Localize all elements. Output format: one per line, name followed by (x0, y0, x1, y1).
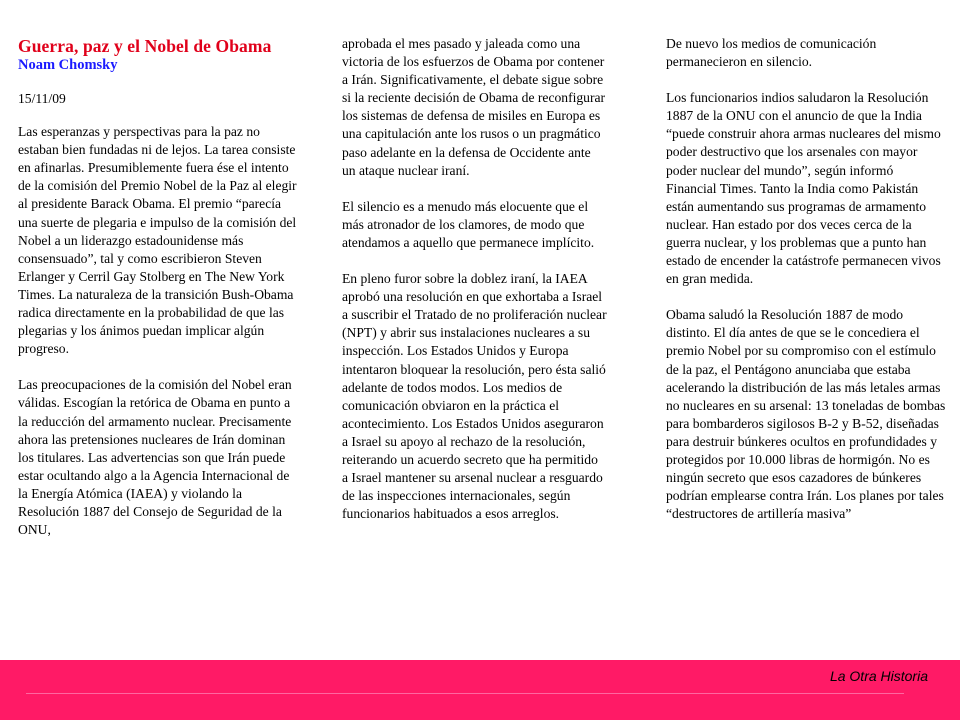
article-date: 15/11/09 (18, 91, 66, 106)
column-3 (666, 35, 946, 523)
paragraph: Las preocupaciones de la comisión del Nobel eran válidas. Escogían la retórica de Obama en punto a la reducción del armamento nuclear. Precisamente ahora las pretensiones nucleares de Irán dominan los titulares. Las advertencias son que Irán puede estar ocultando algo a la Agencia Internacional de la Energía Atómica (IAEA) y violando la Resolución 1887 del Consejo de Seguridad de la ONU, (18, 377, 292, 538)
paragraph: El silencio es a menudo más elocuente que el más atronador de los clamores, de modo que atendamos a aquello que permanece implícito. (342, 198, 595, 250)
column-2 (342, 35, 607, 523)
paragraph: aprobada el mes pasado y jaleada como una victoria de los esfuerzos de Obama por contener a Irán. Significativamente, el debate sigue sobre si la reciente decisión de Obama de reconfigurar los sistemas de defensa de misiles en Europa es una capitulación ante los rusos o un pragmático paso adelante en la defensa de Occidente ante un ataque nuclear iraní. (342, 36, 606, 178)
article-author: Noam Chomsky (18, 57, 118, 73)
paragraph: Los funcionarios indios saludaron la Resolución 1887 de la ONU con el anuncio de que la India “puede construir ahora armas nucleares del mismo poder destructivo que los arsenales con mayor poder nuclear del mundo”, según informó Financial Times. Tanto la India como Pakistán están aumentando sus programas de armamento nuclear. Han estado por dos veces cerca de la guerra nuclear, y los problemas que a punto han estado de encender la catástrofe permanecen vivos en gran medida. (666, 90, 941, 287)
footer-label: La Otra Historia (829, 668, 928, 684)
paragraph: En pleno furor sobre la doblez iraní, la IAEA aprobó una resolución en que exhortaba a Israel a suscribir el Tratado de no proliferación nuclear (NPT) y abrir sus instalaciones nucleares a su inspección. Los Estados Unidos y Europa intentaron bloquear la resolución, pero ésta salió adelante de todos modos. Los medios de comunicación obviaron en la práctica el acontecimiento. Los Estados Unidos aseguraron a Israel su apoyo al rechazo de la resolución, reiterando un acuerdo secreto que ha permitido a Israel mantener su arsenal nuclear a resguardo de las inspecciones internacionales, según funcionarios habituados a esos arreglos. (342, 271, 607, 522)
paragraph: De nuevo los medios de comunicación permanecieron en silencio. (666, 36, 877, 70)
footer-divider (26, 693, 904, 694)
article-title: Guerra, paz y el Nobel de Obama (18, 36, 272, 56)
paragraph: Obama saludó la Resolución 1887 de modo distinto. El día antes de que se le concediera el premio Nobel por su compromiso con el estímulo de la paz, el Pentágono anunciaba que estaba acelerando la distribución de las más letales armas no nucleares en su arsenal: 13 toneladas de bombas para bombarderos sigilosos B-2 y B-52, diseñadas para destruir búnkeres ocultos en profundidades y protegidos por 10.000 libras de hormigón. No es ningún secreto que esos cazadores de búnkeres podrían emplearse contra Irán. Los planes por tales “destructores de artillería masiva” (666, 307, 946, 522)
paragraph: Las esperanzas y perspectivas para la paz no estaban bien fundadas ni de lejos. La tarea consiste en afinarlas. Presumiblemente fuera ése el intento de la comisión del Premio Nobel de la Paz al elegir al presidente Barack Obama. El premio “parecía una suerte de plegaria e impulso de la comisión del Nobel a un liderazgo estadounidense más consensuado”, tal y como escribieron Steven Erlanger y Cerril Gay Stolberg en The New York Times. La naturaleza de la transición Bush-Obama radica directamente en la probabilidad de que las plegarias y los ánimos puedan implicar algún progreso. (18, 124, 297, 357)
footer-band (0, 660, 960, 720)
column-1 (18, 36, 298, 539)
